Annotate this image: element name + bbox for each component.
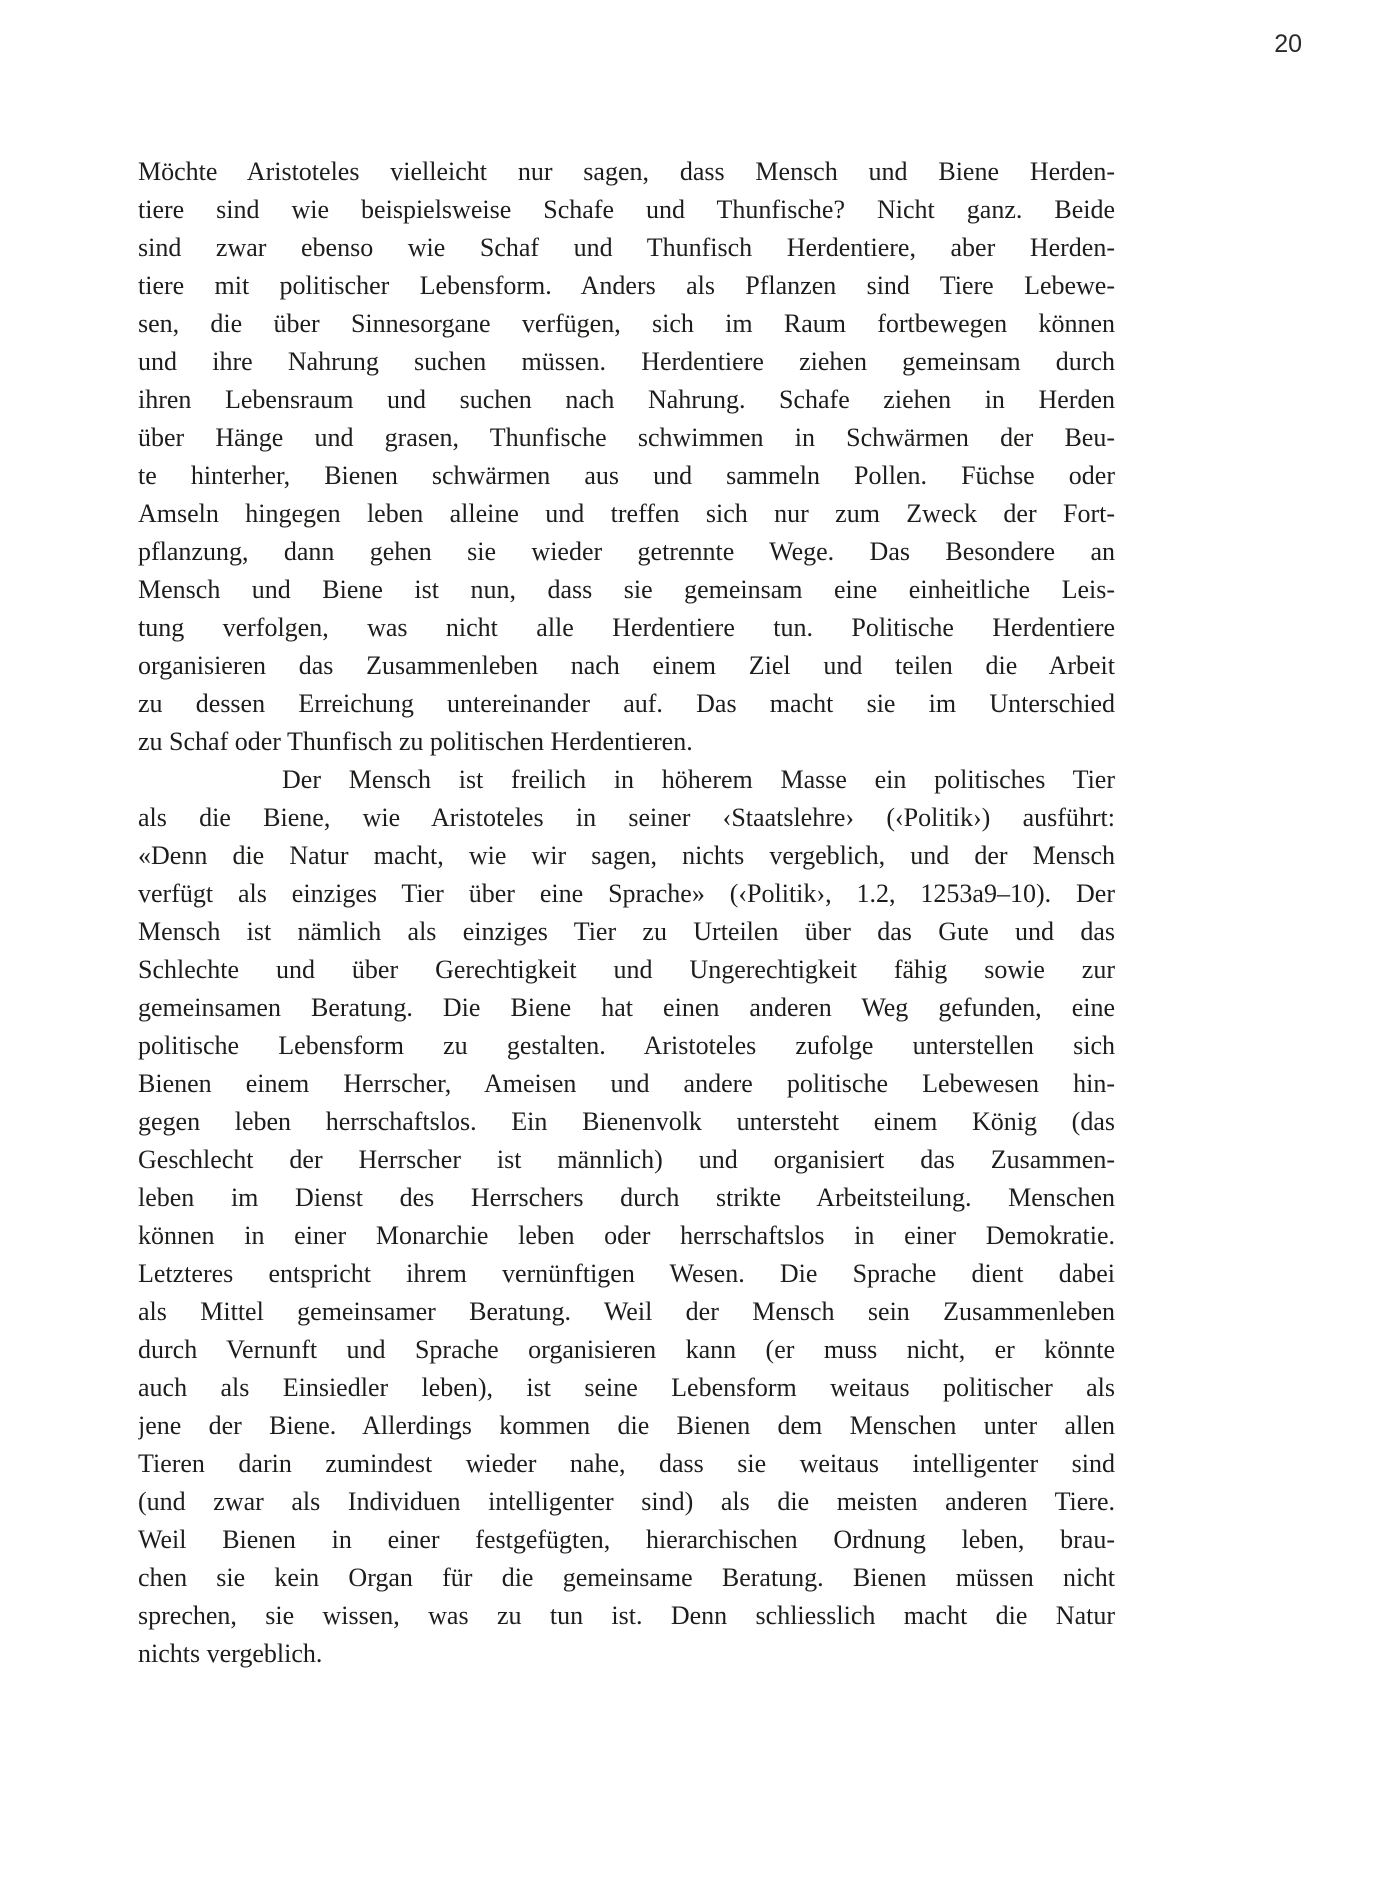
body-text xyxy=(138,153,1115,1673)
text-line: Möchte Aristoteles vielleicht nur sagen, dass Mensch und Biene Herden- xyxy=(138,157,1115,186)
text-line: pflanzung, dann gehen sie wieder getrennte Wege. Das Besondere an xyxy=(138,537,1115,566)
text-line: über Hänge und grasen, Thunfische schwimmen in Schwärmen der Beu- xyxy=(138,423,1115,452)
text-line: auch als Einsiedler leben), ist seine Lebensform weitaus politischer als xyxy=(138,1373,1115,1402)
text-line: nichts vergeblich. xyxy=(138,1639,323,1668)
text-line: Geschlecht der Herrscher ist männlich) und organisiert das Zusammen- xyxy=(138,1145,1115,1174)
text-line: Bienen einem Herrscher, Ameisen und andere politische Lebewesen hin- xyxy=(138,1069,1115,1098)
text-line: gemeinsamen Beratung. Die Biene hat einen anderen Weg gefunden, eine xyxy=(138,993,1115,1022)
text-line: chen sie kein Organ für die gemeinsame Beratung. Bienen müssen nicht xyxy=(138,1563,1115,1592)
text-line: tung verfolgen, was nicht alle Herdentiere tun. Politische Herdentiere xyxy=(138,613,1115,642)
text-line: als Mittel gemeinsamer Beratung. Weil der Mensch sein Zusammenleben xyxy=(138,1297,1115,1326)
text-line: können in einer Monarchie leben oder herrschaftslos in einer Demokratie. xyxy=(138,1221,1115,1250)
text-line: verfügt als einziges Tier über eine Sprache» (‹Politik›, 1.2, 1253a9–10). Der xyxy=(138,879,1115,908)
text-line: Letzteres entspricht ihrem vernünftigen Wesen. Die Sprache dient dabei xyxy=(138,1259,1115,1288)
text-line: und ihre Nahrung suchen müssen. Herdentiere ziehen gemeinsam durch xyxy=(138,347,1115,376)
text-line: tiere mit politischer Lebensform. Anders als Pflanzen sind Tiere Lebewe- xyxy=(138,271,1115,300)
text-line: Mensch ist nämlich als einziges Tier zu Urteilen über das Gute und das xyxy=(138,917,1115,946)
text-line: Weil Bienen in einer festgefügten, hierarchischen Ordnung leben, brau- xyxy=(138,1525,1115,1554)
text-line: «Denn die Natur macht, wie wir sagen, nichts vergeblich, und der Mensch xyxy=(138,841,1115,870)
paragraph xyxy=(138,761,1115,1673)
text-line: zu Schaf oder Thunfisch zu politischen Herdentieren. xyxy=(138,727,693,756)
text-line: Schlechte und über Gerechtigkeit und Ungerechtigkeit fähig sowie zur xyxy=(138,955,1115,984)
text-line: Der Mensch ist freilich in höherem Masse ein politisches Tier xyxy=(282,765,1115,794)
text-line: sprechen, sie wissen, was zu tun ist. Denn schliesslich macht die Natur xyxy=(138,1601,1115,1630)
text-line: als die Biene, wie Aristoteles in seiner ‹Staatslehre› (‹Politik›) ausführt: xyxy=(138,803,1115,832)
text-line: Mensch und Biene ist nun, dass sie gemeinsam eine einheitliche Leis- xyxy=(138,575,1115,604)
text-line: durch Vernunft und Sprache organisieren kann (er muss nicht, er könnte xyxy=(138,1335,1115,1364)
text-line: ihren Lebensraum und suchen nach Nahrung. Schafe ziehen in Herden xyxy=(138,385,1115,414)
text-line: tiere sind wie beispielsweise Schafe und Thunfische? Nicht ganz. Beide xyxy=(138,195,1115,224)
text-line: politische Lebensform zu gestalten. Aristoteles zufolge unterstellen sich xyxy=(138,1031,1115,1060)
page-number: 20 xyxy=(1274,30,1302,58)
text-line: sen, die über Sinnesorgane verfügen, sich im Raum fortbewegen können xyxy=(138,309,1115,338)
text-line: Amseln hingegen leben alleine und treffen sich nur zum Zweck der Fort- xyxy=(138,499,1115,528)
text-line: te hinterher, Bienen schwärmen aus und sammeln Pollen. Füchse oder xyxy=(138,461,1115,490)
text-line: Tieren darin zumindest wieder nahe, dass sie weitaus intelligenter sind xyxy=(138,1449,1115,1478)
paragraph xyxy=(138,153,1115,761)
text-line: organisieren das Zusammenleben nach einem Ziel und teilen die Arbeit xyxy=(138,651,1115,680)
text-line: (und zwar als Individuen intelligenter sind) als die meisten anderen Tiere. xyxy=(138,1487,1115,1516)
text-line: jene der Biene. Allerdings kommen die Bienen dem Menschen unter allen xyxy=(138,1411,1115,1440)
text-line: gegen leben herrschaftslos. Ein Bienenvolk untersteht einem König (das xyxy=(138,1107,1115,1136)
text-line: sind zwar ebenso wie Schaf und Thunfisch Herdentiere, aber Herden- xyxy=(138,233,1115,262)
text-line: leben im Dienst des Herrschers durch strikte Arbeitsteilung. Menschen xyxy=(138,1183,1115,1212)
text-line: zu dessen Erreichung untereinander auf. Das macht sie im Unterschied xyxy=(138,689,1115,718)
